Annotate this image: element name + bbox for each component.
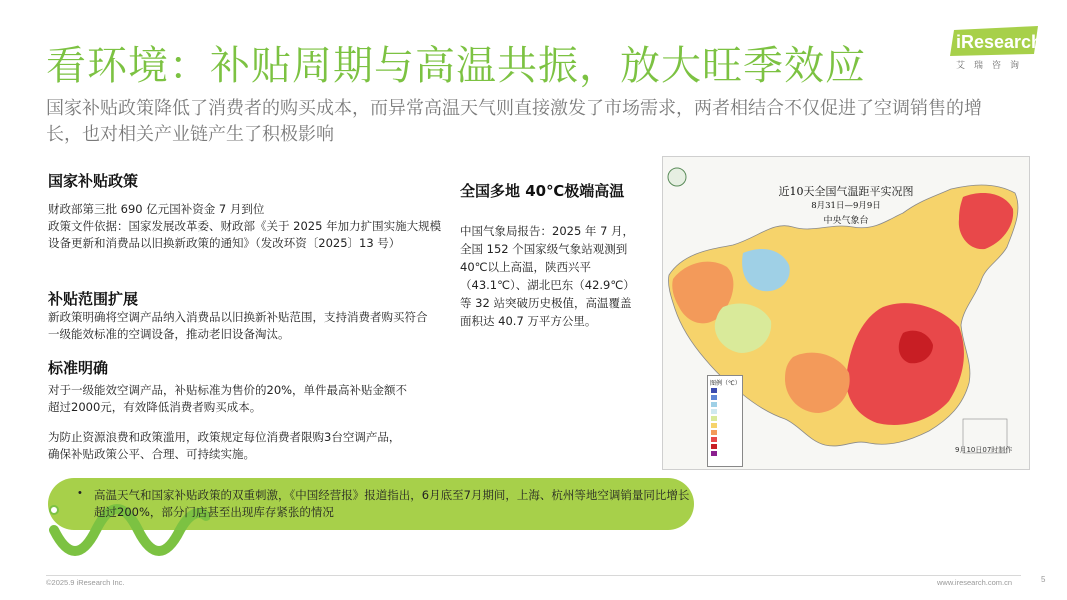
legend-swatch — [711, 437, 717, 442]
page-number: 5 — [1041, 575, 1046, 584]
legend-swatch — [711, 444, 717, 449]
footer-divider — [46, 575, 1021, 576]
legend-swatch — [711, 409, 717, 414]
map-dates: 8月31日—9月9日 — [811, 201, 881, 211]
legend-swatch — [711, 395, 717, 400]
logo-sub: 艾瑞咨询 — [956, 61, 1029, 71]
scope-text: 新政策明确将空调产品纳入消费品以旧换新补贴范围，支持消费者购买符合一级能效标准的空调设备，推动老旧设备淘汰。 — [48, 310, 428, 341]
map-title: 近10天全国气温距平实况图 — [778, 185, 914, 198]
legend-swatch — [711, 402, 717, 407]
page-subtitle: 国家补贴政策降低了消费者的购买成本，而异常高温天气则直接激发了市场需求，两者相结合不仅促进了空调销售的增长，也对相关产业链产生了积极影响 — [46, 98, 982, 145]
legend-swatch — [711, 423, 717, 428]
callout-text: 高温天气和国家补贴政策的双重刺激，《中国经营报》报道指出，6月底至7月期间，上海、杭州等地空调销量同比增长超过200%，部分门店甚至出现库存紧张的情况 — [94, 488, 690, 519]
heat-heading: 全国多地 40℃极端高温 — [460, 182, 625, 200]
heat-text: 中国气象局报告：2025 年 7 月，全国 152 个国家级气象站观测到 40℃以上高温，陕西兴平（43.1℃）、湖北巴东（42.9℃）等 32 站突破历史极值，高温覆盖面积达 40.7 万平方公里。 — [460, 224, 635, 328]
legend-swatch — [711, 451, 717, 456]
standard-text-1: 对于一级能效空调产品，补贴标准为售价的20%，单件最高补贴金额不超过2000元，有效降低消费者购买成本。 — [48, 383, 408, 414]
legend-title: 图例（℃） — [710, 380, 741, 387]
policy-line-2: 政策文件依据：国家发展改革委、财政部《关于 2025 年加力扩围实施大规模设备更新和消费品以旧换新政策的通知》（发改环资〔2025〕13 号） — [48, 219, 442, 250]
footer-copyright: ©2025.9 iResearch Inc. — [46, 578, 125, 587]
logo-brand: iResearch — [956, 32, 1043, 52]
map-legend — [707, 375, 743, 467]
footer-site: www.iresearch.com.cn — [937, 578, 1013, 587]
map-org: 中央气象台 — [823, 216, 869, 226]
scope-heading: 补贴范围扩展 — [48, 290, 139, 308]
standard-text-2: 为防止资源浪费和政策滥用，政策规定每位消费者限购3台空调产品，确保补贴政策公平、合理、可持续实施。 — [48, 430, 401, 461]
policy-line-1: 财政部第三批 690 亿元国补资金 7 月到位 — [48, 202, 265, 216]
standard-heading: 标准明确 — [48, 359, 109, 377]
policy-heading: 国家补贴政策 — [48, 172, 139, 190]
bullet-icon: • — [78, 487, 82, 499]
map-stamp: 9月10日07时制作 — [955, 446, 1013, 454]
page-title: 看环境：补贴周期与高温共振，放大旺季效应 — [46, 43, 866, 89]
legend-swatch — [711, 430, 717, 435]
legend-swatch — [711, 388, 717, 393]
legend-swatch — [711, 416, 717, 421]
iresearch-logo — [950, 26, 1042, 74]
temperature-anomaly-map — [662, 156, 1030, 470]
